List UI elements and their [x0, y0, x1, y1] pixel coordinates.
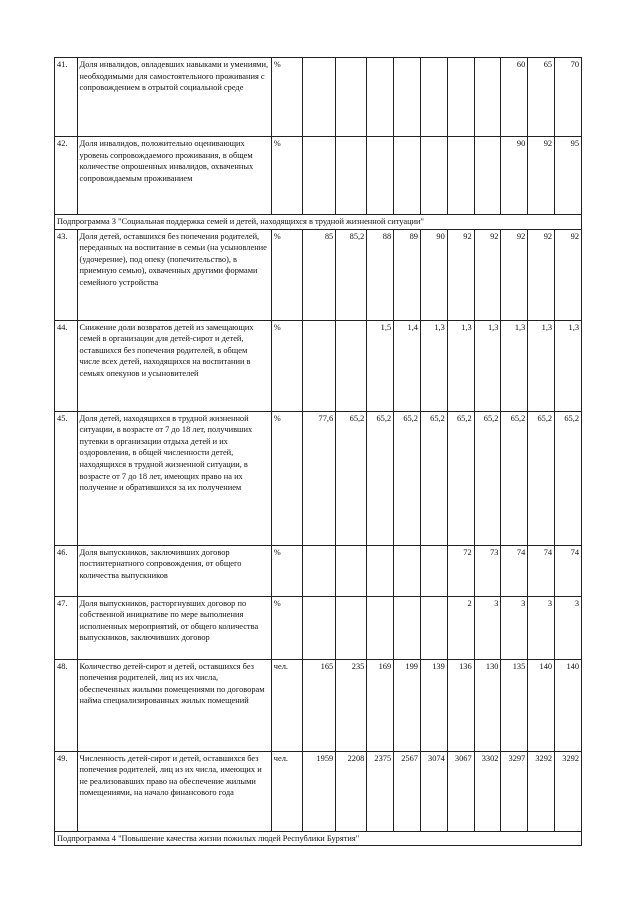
value-cell: 3302 — [474, 751, 501, 831]
value-cell — [367, 137, 394, 215]
value-cell — [336, 320, 367, 411]
subprogram-row — [55, 215, 582, 230]
value-cell — [420, 545, 447, 596]
indicator-name: Доля инвалидов, овладевших навыками и умениями, необходимыми для самостоятельного проживания с сопровождением в отрытой социальной среде — [77, 58, 271, 137]
value-cell: 74 — [528, 545, 555, 596]
value-cell: 65,2 — [555, 411, 582, 545]
value-cell: 70 — [555, 58, 582, 137]
value-cell — [420, 137, 447, 215]
value-cell — [302, 545, 335, 596]
value-cell — [447, 58, 474, 137]
value-cell: 90 — [420, 229, 447, 320]
value-cell: 88 — [367, 229, 394, 320]
table-row — [55, 229, 582, 320]
value-cell: 65 — [528, 58, 555, 137]
table-row — [55, 659, 582, 751]
value-cell: 60 — [501, 58, 528, 137]
value-cell: 2 — [447, 596, 474, 659]
subprogram-title: Подпрограмма 3 "Социальная поддержка семей и детей, находящихся в трудной жизненной ситуации" — [55, 215, 582, 230]
row-number: 43. — [55, 229, 78, 320]
value-cell: 92 — [447, 229, 474, 320]
row-number: 42. — [55, 137, 78, 215]
value-cell — [474, 58, 501, 137]
value-cell: 65,2 — [394, 411, 421, 545]
value-cell: 3 — [528, 596, 555, 659]
indicators-table — [54, 57, 582, 846]
value-cell: 3074 — [420, 751, 447, 831]
value-cell: 139 — [420, 659, 447, 751]
value-cell — [447, 137, 474, 215]
table-row — [55, 137, 582, 215]
table-row — [55, 596, 582, 659]
value-cell — [336, 545, 367, 596]
value-cell — [420, 596, 447, 659]
value-cell: 235 — [336, 659, 367, 751]
value-cell — [394, 596, 421, 659]
row-number: 48. — [55, 659, 78, 751]
value-cell: 65,2 — [501, 411, 528, 545]
value-cell: 136 — [447, 659, 474, 751]
indicator-name: Численность детей-сирот и детей, оставшихся без попечения родителей, лиц из их числа, имеющих и не реализовавших право на обеспечение жилыми помещениями, на начало финансового года — [77, 751, 271, 831]
value-cell — [394, 545, 421, 596]
value-cell: 65,2 — [528, 411, 555, 545]
value-cell: 1,3 — [474, 320, 501, 411]
value-cell — [302, 137, 335, 215]
value-cell: 199 — [394, 659, 421, 751]
table-body — [55, 58, 582, 846]
unit-cell: % — [271, 545, 302, 596]
value-cell — [474, 137, 501, 215]
value-cell: 92 — [528, 137, 555, 215]
row-number: 44. — [55, 320, 78, 411]
value-cell: 3067 — [447, 751, 474, 831]
value-cell: 1,5 — [367, 320, 394, 411]
value-cell: 1,3 — [501, 320, 528, 411]
value-cell: 1,3 — [555, 320, 582, 411]
value-cell: 92 — [555, 229, 582, 320]
value-cell: 73 — [474, 545, 501, 596]
table-row — [55, 545, 582, 596]
subprogram-row — [55, 831, 582, 846]
value-cell: 140 — [528, 659, 555, 751]
row-number: 47. — [55, 596, 78, 659]
value-cell — [367, 596, 394, 659]
value-cell: 1,3 — [420, 320, 447, 411]
value-cell: 85,2 — [336, 229, 367, 320]
table-row — [55, 58, 582, 137]
indicator-name: Доля инвалидов, положительно оценивающих уровень сопровождаемого проживания, в общем количестве опрошенных инвалидов, охваченных сопровождаемым проживанием — [77, 137, 271, 215]
value-cell: 65,2 — [336, 411, 367, 545]
value-cell: 77,6 — [302, 411, 335, 545]
unit-cell: % — [271, 58, 302, 137]
value-cell: 3292 — [528, 751, 555, 831]
value-cell: 165 — [302, 659, 335, 751]
value-cell: 135 — [501, 659, 528, 751]
value-cell — [336, 137, 367, 215]
value-cell: 1,3 — [528, 320, 555, 411]
row-number: 41. — [55, 58, 78, 137]
value-cell: 2375 — [367, 751, 394, 831]
unit-cell: % — [271, 137, 302, 215]
value-cell: 3 — [474, 596, 501, 659]
value-cell: 1,3 — [447, 320, 474, 411]
indicator-name: Количество детей-сирот и детей, оставшихся без попечения родителей, лиц из их числа, обеспеченных жилыми помещениями по договорам найма специализированных жилых помещений — [77, 659, 271, 751]
value-cell: 74 — [555, 545, 582, 596]
value-cell: 1,4 — [394, 320, 421, 411]
value-cell: 3 — [555, 596, 582, 659]
indicator-name: Доля детей, находящихся в трудной жизненной ситуации, в возрасте от 7 до 18 лет, получивших путевки в организации отдыха детей и их оздоровления, в общей численности детей, находящихся в трудной жизненной ситуации, в возрасте от 7 до 18 лет, имеющих право на их получение и обратившихся за их получением — [77, 411, 271, 545]
value-cell: 140 — [555, 659, 582, 751]
value-cell: 65,2 — [420, 411, 447, 545]
value-cell — [394, 137, 421, 215]
value-cell — [420, 58, 447, 137]
value-cell — [394, 58, 421, 137]
value-cell: 72 — [447, 545, 474, 596]
value-cell: 3297 — [501, 751, 528, 831]
indicator-name: Доля выпускников, заключивших договор постинтернатного сопровождения, от общего количества выпускников — [77, 545, 271, 596]
value-cell — [336, 596, 367, 659]
value-cell — [336, 58, 367, 137]
value-cell: 65,2 — [367, 411, 394, 545]
row-number: 49. — [55, 751, 78, 831]
value-cell: 65,2 — [447, 411, 474, 545]
value-cell — [302, 596, 335, 659]
value-cell: 85 — [302, 229, 335, 320]
value-cell: 2567 — [394, 751, 421, 831]
value-cell: 169 — [367, 659, 394, 751]
value-cell: 92 — [501, 229, 528, 320]
value-cell: 130 — [474, 659, 501, 751]
unit-cell: чел. — [271, 751, 302, 831]
value-cell: 2208 — [336, 751, 367, 831]
value-cell: 92 — [474, 229, 501, 320]
value-cell: 89 — [394, 229, 421, 320]
unit-cell: % — [271, 596, 302, 659]
unit-cell: % — [271, 411, 302, 545]
unit-cell: % — [271, 320, 302, 411]
value-cell: 74 — [501, 545, 528, 596]
indicator-name: Снижение доли возвратов детей из замещающих семей в организации для детей-сирот и детей, оставшихся без попечения родителей, в общем числе всех детей, находящихся на воспитании в семьях опекунов и усыновителей — [77, 320, 271, 411]
row-number: 46. — [55, 545, 78, 596]
value-cell — [367, 545, 394, 596]
value-cell: 90 — [501, 137, 528, 215]
indicator-name: Доля выпускников, расторгнувших договор по собственной инициативе по мере выполнения исполненных мероприятий, от общего количества выпускников, заключивших договор — [77, 596, 271, 659]
table-row — [55, 320, 582, 411]
unit-cell: % — [271, 229, 302, 320]
value-cell — [302, 320, 335, 411]
value-cell: 95 — [555, 137, 582, 215]
subprogram-title: Подпрограмма 4 "Повышение качества жизни пожилых людей Республики Бурятия" — [55, 831, 582, 846]
value-cell: 3 — [501, 596, 528, 659]
value-cell: 3292 — [555, 751, 582, 831]
value-cell — [367, 58, 394, 137]
value-cell: 65,2 — [474, 411, 501, 545]
value-cell: 1959 — [302, 751, 335, 831]
unit-cell: чел. — [271, 659, 302, 751]
table-row — [55, 411, 582, 545]
indicator-name: Доля детей, оставшихся без попечения родителей, переданных на воспитание в семьи (на усыновление (удочерение), под опеку (попечительство), в приемную семью), охваченных другими формами семейного устройства — [77, 229, 271, 320]
row-number: 45. — [55, 411, 78, 545]
table-row — [55, 751, 582, 831]
value-cell: 92 — [528, 229, 555, 320]
value-cell — [302, 58, 335, 137]
